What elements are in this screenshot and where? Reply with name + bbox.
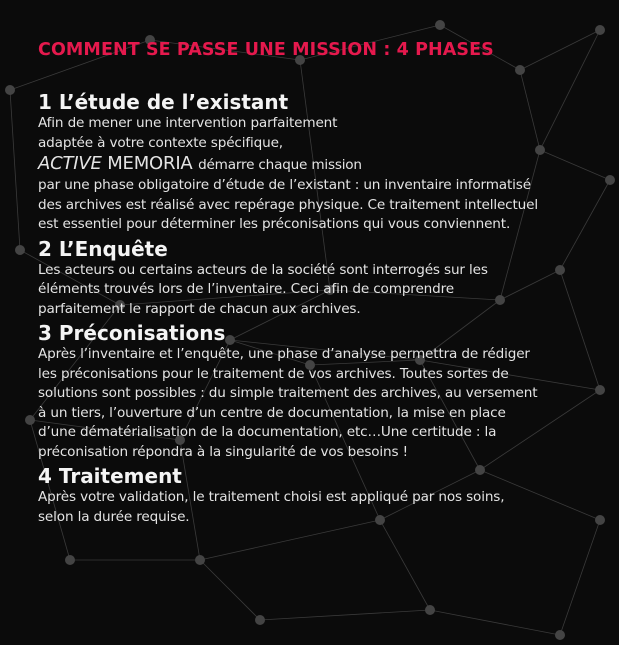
phase-1 bbox=[38, 90, 613, 235]
network-node bbox=[425, 605, 435, 615]
phase-text bbox=[38, 488, 613, 527]
network-node bbox=[15, 245, 25, 255]
network-node bbox=[65, 555, 75, 565]
network-node bbox=[255, 615, 265, 625]
text-line: à un tiers, l’ouverture d’un centre de documentation, la mise en place bbox=[38, 404, 506, 421]
phase-text bbox=[38, 345, 613, 462]
phase-text bbox=[38, 114, 613, 235]
text-line: les préconisations pour le traitement de vos archives. Toutes sortes de bbox=[38, 365, 509, 382]
text-line: d’une dématérialisation de la documentation, etc…Une certitude : la bbox=[38, 424, 497, 440]
text-line: Les acteurs ou certains acteurs de la société sont interrogés sur les bbox=[38, 261, 488, 278]
text-line: parfaitement le rapport de chacun aux archives. bbox=[38, 300, 361, 317]
brand-name-active: ACTIVE bbox=[38, 153, 102, 174]
phase-heading: 1 L’étude de l’existant bbox=[38, 90, 289, 114]
network-line bbox=[260, 610, 430, 620]
network-node bbox=[595, 25, 605, 35]
network-node bbox=[435, 20, 445, 30]
page-title: COMMENT SE PASSE UNE MISSION : 4 PHASES bbox=[38, 40, 494, 60]
brand-line-tail: démarre chaque mission bbox=[198, 157, 362, 173]
text-line: préconisation répondra à la singularité de vos besoins ! bbox=[38, 443, 408, 460]
phase-text bbox=[38, 261, 613, 320]
text-line: Afin de mener une intervention parfaitement bbox=[38, 115, 338, 131]
text-line: Après l’inventaire et l’enquête, une phase d’analyse permettra de rédiger bbox=[38, 346, 530, 362]
brand-line bbox=[38, 153, 613, 176]
phase-2 bbox=[38, 237, 613, 320]
text-line: solutions sont possibles : du simple traitement des archives, au versement bbox=[38, 385, 538, 401]
phase-heading: 4 Traitement bbox=[38, 464, 182, 488]
text-line: par une phase obligatoire d’étude de l’existant : un inventaire informatisé bbox=[38, 177, 531, 193]
brand-name-memoria: MEMORIA bbox=[107, 153, 193, 174]
text-line: Après votre validation, le traitement choisi est appliqué par nos soins, bbox=[38, 489, 505, 505]
text-line: éléments trouvés lors de l’inventaire. Ceci afin de comprendre bbox=[38, 281, 454, 297]
network-line bbox=[200, 560, 260, 620]
network-line bbox=[560, 520, 600, 635]
network-node bbox=[25, 415, 35, 425]
network-line bbox=[10, 90, 20, 250]
text-line: est essentiel pour déterminer les préconisations qui vous conviennent. bbox=[38, 216, 511, 232]
phase-heading: 2 L’Enquête bbox=[38, 236, 168, 261]
phase-4 bbox=[38, 464, 613, 527]
network-line bbox=[380, 520, 430, 610]
text-line: selon la durée requise. bbox=[38, 508, 190, 525]
text-line: adaptée à votre contexte spécifique, bbox=[38, 134, 283, 151]
network-node bbox=[195, 555, 205, 565]
text-line: des archives est réalisé avec repérage physique. Ce traitement intellectuel bbox=[38, 196, 538, 213]
phase-3 bbox=[38, 321, 613, 462]
network-node bbox=[5, 85, 15, 95]
network-line bbox=[430, 610, 560, 635]
network-node bbox=[555, 630, 565, 640]
phase-heading: 3 Préconisations bbox=[38, 321, 226, 345]
mission-content bbox=[38, 40, 613, 529]
